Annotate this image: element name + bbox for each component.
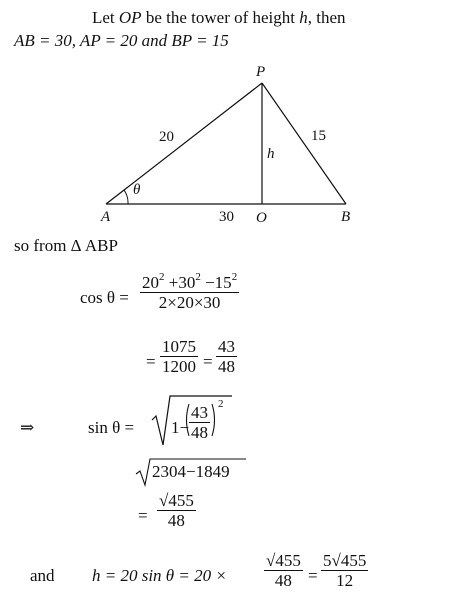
- sqrt-expression: 2304−1849: [152, 462, 230, 481]
- height-label-h: h: [267, 146, 275, 162]
- sin-exponent: 2: [218, 398, 224, 410]
- vertex-label-A: A: [101, 209, 111, 225]
- angle-label-theta: θ: [133, 182, 141, 198]
- cos-fraction: [140, 273, 239, 312]
- equals-2: =: [203, 352, 213, 371]
- vertex-label-P: P: [256, 64, 266, 80]
- fraction-5sqrt455-12: 5√455 12: [323, 551, 367, 590]
- vertex-label-O: O: [256, 210, 267, 226]
- length-label-AP: 20: [159, 129, 174, 145]
- side-BP: [262, 83, 346, 204]
- and-label: and: [30, 566, 55, 585]
- equals-4: =: [308, 566, 318, 585]
- equals-3: =: [138, 506, 148, 525]
- side-AP: [106, 83, 262, 204]
- intro-line-1: Let OP be the tower of height h, then: [92, 8, 346, 27]
- h-expression: h = 20 sin θ = 20 ×: [92, 566, 227, 585]
- cos-lhs: cos θ =: [80, 288, 129, 307]
- equals-1: =: [146, 352, 156, 371]
- fraction-1075-1200: 1075 1200: [162, 337, 196, 376]
- so-from-line: so from Δ ABP: [14, 236, 118, 255]
- fraction-43-48: 43 48: [218, 337, 235, 376]
- length-label-AO: 30: [219, 209, 234, 225]
- length-label-BP: 15: [311, 128, 326, 144]
- intro-line-2: AB = 30, AP = 20 and BP = 15: [14, 31, 229, 50]
- sin-one-minus: 1−: [171, 418, 190, 437]
- implies-arrow: ⇒: [20, 418, 35, 437]
- fraction-sqrt455-48-b: √455 48: [266, 551, 301, 590]
- vertex-label-B: B: [341, 209, 351, 225]
- cos-denominator: 2×20×30: [158, 293, 221, 312]
- angle-arc: [124, 190, 128, 204]
- cos-numerator: $20^2 +30^2 -15^2$: [142, 271, 238, 292]
- fraction-sqrt455-48: √455 48: [159, 491, 194, 530]
- sin-inner-fraction: 43 48: [191, 403, 208, 442]
- sin-lhs: sin θ =: [88, 418, 135, 437]
